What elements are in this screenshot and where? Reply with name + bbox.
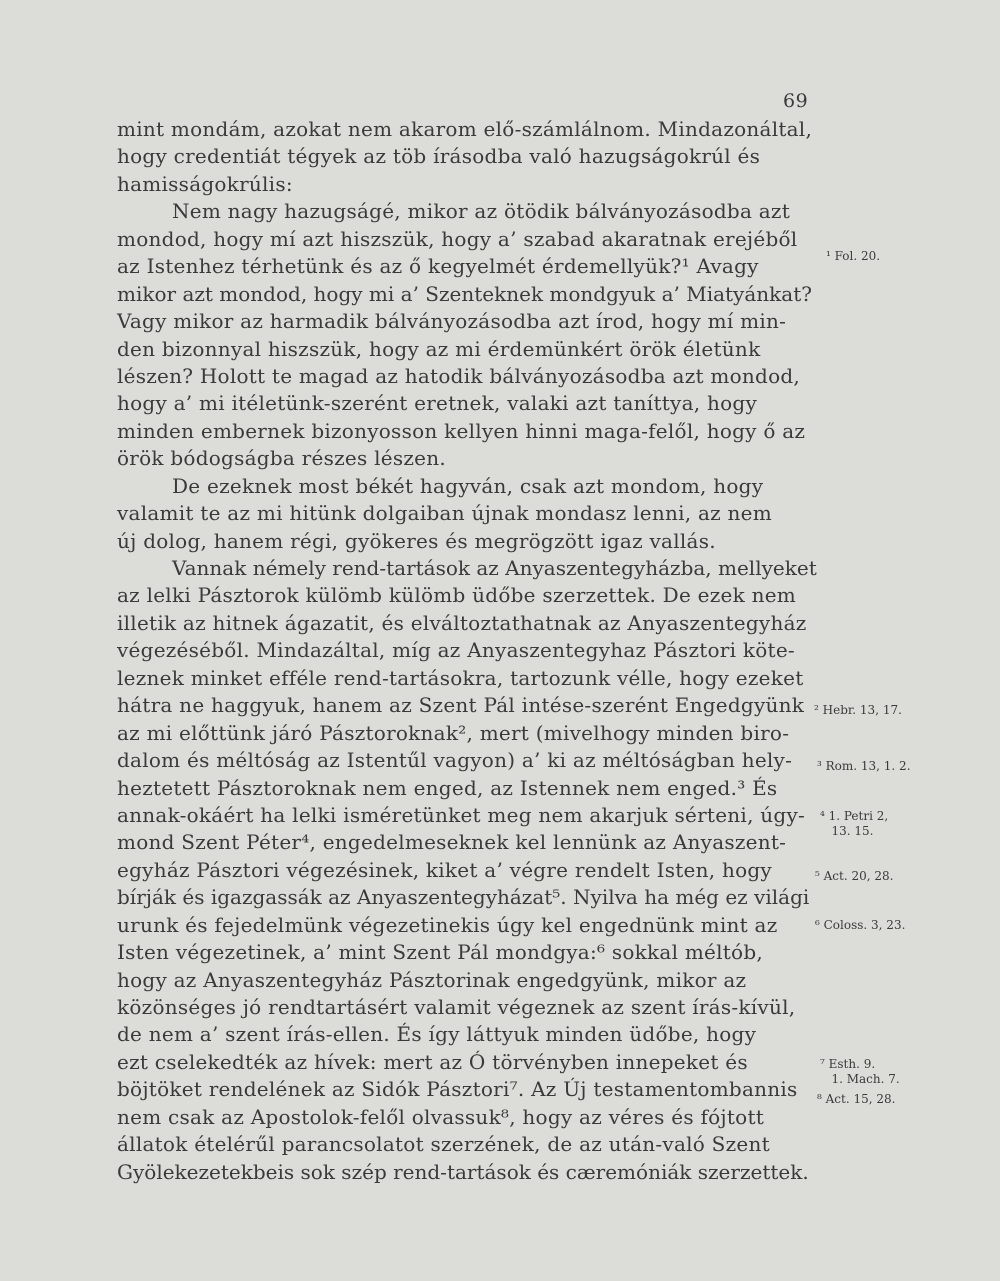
text-line: mikor azt mondod, hogy mi a’ Szenteknek mondgyuk a’ Miatyánkat? [117, 281, 812, 306]
marginal-note: ⁸ Act. 15, 28. [817, 1092, 896, 1106]
text-line: hogy credentiát tégyek az töb írásodba való hazugságokrúl és [117, 144, 761, 169]
text-line: annak-okáért ha lelki isméretünket meg nem akarjuk sérteni, úgy- [117, 802, 806, 827]
text-line: egyház Pásztori végezésinek, kiket a’ végre rendelt Isten, hogy [117, 857, 772, 882]
marginal-note: ⁴ 1. Petri 2, 13. 15. [820, 809, 889, 838]
marginal-note: ¹ Fol. 20. [826, 249, 881, 263]
text-line: de nem a’ szent írás-ellen. És így láttyuk minden üdőbe, hogy [117, 1022, 757, 1047]
text-line: valamit te az mi hitünk dolgaiban újnak mondasz lenni, az nem [117, 501, 772, 526]
text-line: állatok ételérűl parancsolatot szerzének, de az után-való Szent [117, 1132, 770, 1157]
marginal-note: ² Hebr. 13, 17. [814, 703, 902, 717]
text-line: bírják és igazgassák az Anyaszentegyházat⁵. Nyilva ha még ez világi [117, 885, 810, 910]
text-line: dalom és méltóság az Istentűl vagyon) a’ ki az méltóságban hely- [117, 748, 793, 773]
marginal-note: ⁶ Coloss. 3, 23. [815, 918, 906, 932]
text-line: illetik az hitnek ágazatit, és elváltoztathatnak az Anyaszentegyház [117, 610, 807, 635]
text-line: hogy az Anyaszentegyház Pásztorinak engedgyünk, mikor az [117, 967, 747, 992]
text-line: közönséges jó rendtartásért valamit végeznek az szent írás-kívül, [117, 995, 796, 1019]
marginal-note: ³ Rom. 13, 1. 2. [817, 759, 911, 773]
text-line: mint mondám, azokat nem akarom elő-számlálnom. Mindazonáltal, [117, 117, 813, 141]
text-line: lészen? Holott te magad az hatodik bálványozásodba azt mondod, [117, 363, 801, 388]
text-line: leznek minket efféle rend-tartásokra, tartozunk vélle, hogy ezeket [117, 665, 804, 690]
text-line: hogy a’ mi itéletünk-szerént eretnek, valaki azt taníttya, hogy [117, 391, 757, 416]
text-line: Vannak némely rend-tartások az Anyaszentegyházba, mellyeket [172, 556, 817, 580]
text-line: az lelki Pásztorok külömb külömb üdőbe szerzettek. De ezek nem [117, 583, 797, 608]
text-line: minden embernek bizonyosson kellyen hinni maga-felől, hogy ő az [117, 418, 806, 443]
text-line: ezt cselekedték az hívek: mert az Ó törvényben innepeket és [117, 1049, 748, 1074]
text-line: nem csak az Apostolok-felől olvassuk⁸, hogy az véres és fójtott [117, 1104, 765, 1129]
text-line: Nem nagy hazugságé, mikor az ötödik bálványozásodba azt [172, 199, 791, 224]
text-line: hamisságokrúlis: [117, 171, 293, 196]
text-line: örök bódogságba részes lészen. [117, 446, 446, 471]
marginal-note: ⁵ Act. 20, 28. [815, 869, 894, 883]
marginal-note: ⁷ Esth. 9. 1. Mach. 7. [820, 1057, 900, 1086]
text-line: az Istenhez térhetünk és az ő kegyelmét érdemellyük?¹ Avagy [117, 254, 759, 279]
text-line: heztetett Pásztoroknak nem enged, az Istennek nem enged.³ És [117, 775, 778, 800]
text-line: hátra ne haggyuk, hanem az Szent Pál intése-szerént Engedgyünk [117, 693, 805, 718]
text-line: Gyölekezetekbeis sok szép rend-tartások és cæremóniák szerzettek. [117, 1159, 809, 1184]
text-line: mond Szent Péter⁴, engedelmeseknek kel lennünk az Anyaszent- [117, 830, 787, 855]
text-line: De ezeknek most békét hagyván, csak azt mondom, hogy [172, 473, 764, 498]
text-line: Isten végezetinek, a’ mint Szent Pál mondgya:⁶ sokkal méltób, [117, 940, 764, 965]
text-line: Vagy mikor az harmadik bálványozásodba azt írod, hogy mí min- [117, 309, 787, 334]
text-line: den bizonnyal hiszszük, hogy az mi érdemünkért örök életünk [117, 336, 761, 361]
text-line: böjtöket rendelének az Sidók Pásztori⁷. Az Új testamentombannis [117, 1077, 798, 1102]
text-line: új dolog, hanem régi, gyökeres és megrögzött igaz vallás. [117, 528, 716, 553]
text-line: az mi előttünk járó Pásztoroknak², mert (mivelhogy minden biro- [117, 720, 790, 745]
text-line: mondod, hogy mí azt hiszszük, hogy a’ szabad akaratnak erejéből [117, 226, 798, 251]
page-number: 69 [783, 90, 809, 112]
text-line: urunk és fejedelmünk végezetinekis úgy kel engednünk mint az [117, 912, 778, 937]
text-line: végezéséből. Mindazáltal, míg az Anyaszentegyhaz Pásztori köte- [117, 638, 795, 663]
